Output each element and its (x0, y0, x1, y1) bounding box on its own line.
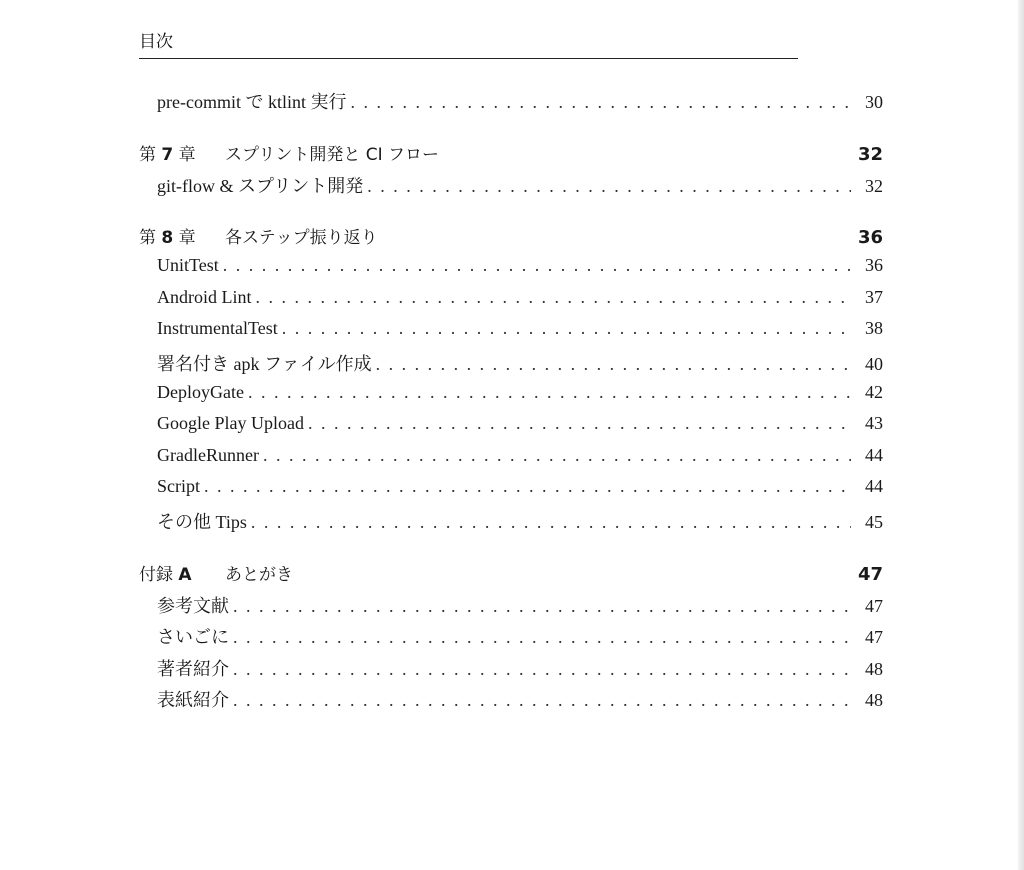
chapter-suffix: 章 (178, 144, 196, 165)
toc-entry-page: 44 (865, 444, 883, 465)
chapter-title: 各ステップ振り返り (225, 228, 378, 249)
toc-entry-page: 36 (865, 255, 883, 276)
toc-entry-page: 48 (865, 658, 883, 679)
dot-leader (367, 176, 851, 197)
toc-entry-title: InstrumentalTest (157, 318, 278, 339)
toc-entry[interactable] (139, 318, 883, 350)
dot-leader (233, 690, 851, 711)
toc-entry-page: 37 (865, 286, 883, 307)
dot-leader (256, 287, 852, 308)
chapter-num: 8 (161, 228, 174, 249)
toc-entry-title: 参考文献 (157, 595, 229, 616)
toc-entry-page: 38 (865, 318, 883, 339)
dot-leader (233, 627, 851, 648)
dot-leader (308, 413, 851, 434)
toc-entry[interactable] (139, 287, 883, 319)
toc-entry[interactable] (139, 255, 883, 287)
chapter-page: 32 (857, 143, 883, 165)
toc-chapter[interactable] (139, 140, 883, 172)
dot-leader (233, 596, 851, 617)
dot-leader (248, 382, 851, 403)
table-of-contents (139, 88, 883, 718)
toc-entry[interactable] (139, 592, 883, 624)
toc-entry-title: GradleRunner (157, 444, 259, 465)
chapter-page: 47 (857, 563, 883, 585)
toc-entry[interactable] (139, 508, 883, 540)
dot-leader (263, 445, 851, 466)
toc-chapter[interactable] (139, 560, 883, 592)
toc-entry-page: 47 (865, 595, 883, 616)
chapter-number (139, 560, 225, 585)
page-edge-shadow (1018, 0, 1024, 870)
toc-entry[interactable] (139, 655, 883, 687)
toc-entry[interactable] (139, 623, 883, 655)
toc-entry-title: その他 Tips (157, 511, 247, 532)
toc-entry[interactable] (139, 172, 883, 204)
toc-entry-page: 48 (865, 690, 883, 711)
toc-entry-title: pre-commit で ktlint 実行 (157, 92, 347, 112)
toc-entry-title: Script (157, 476, 200, 497)
toc-entry-page: 30 (865, 92, 883, 112)
toc-entry-page: 44 (865, 476, 883, 497)
chapter-page: 36 (857, 227, 883, 249)
dot-leader (204, 476, 851, 497)
chapter-suffix: 章 (178, 228, 196, 249)
toc-entry[interactable] (139, 413, 883, 445)
toc-entry-title: DeployGate (157, 381, 244, 402)
toc-entry-page: 32 (865, 175, 883, 196)
toc-entry-title: さいごに (157, 627, 229, 648)
chapter-num: A (178, 564, 192, 585)
toc-entry-page: 42 (865, 381, 883, 402)
chapter-num: 7 (161, 144, 174, 165)
dot-leader (376, 354, 851, 375)
toc-entry-page: 40 (865, 353, 883, 374)
dot-leader (223, 255, 851, 276)
toc-entry[interactable] (139, 445, 883, 477)
toc-entry-page: 47 (865, 627, 883, 648)
chapter-number (139, 223, 225, 248)
toc-entry-title: 署名付き apk ファイル作成 (157, 353, 372, 374)
running-head (139, 30, 798, 59)
toc-entry-page: 43 (865, 413, 883, 434)
toc-entry-page: 45 (865, 511, 883, 532)
chapter-prefix: 第 (139, 228, 156, 249)
toc-entry[interactable] (139, 476, 883, 508)
chapter-number (139, 140, 225, 165)
toc-entry-title: Android Lint (157, 286, 252, 307)
dot-leader (282, 318, 851, 339)
toc-entry[interactable] (139, 350, 883, 382)
toc-chapter[interactable] (139, 223, 883, 255)
toc-entry-title: git-flow & スプリント開発 (157, 175, 364, 196)
toc-entry-title: 表紙紹介 (157, 690, 229, 711)
toc-entry[interactable] (139, 382, 883, 414)
dot-leader (350, 92, 851, 113)
toc-entry-title: Google Play Upload (157, 413, 304, 434)
chapter-prefix: 付録 (139, 564, 173, 585)
chapter-title: スプリント開発と CI フロー (225, 144, 440, 165)
running-head-title: 目次 (139, 32, 173, 52)
chapter-prefix: 第 (139, 144, 156, 165)
toc-entry-title: UnitTest (157, 255, 219, 276)
toc-entry-title: 著者紹介 (157, 658, 229, 679)
dot-leader (233, 659, 851, 680)
toc-entry[interactable] (139, 88, 883, 120)
toc-entry[interactable] (139, 686, 883, 718)
dot-leader (251, 512, 851, 533)
chapter-title: あとがき (225, 564, 293, 585)
